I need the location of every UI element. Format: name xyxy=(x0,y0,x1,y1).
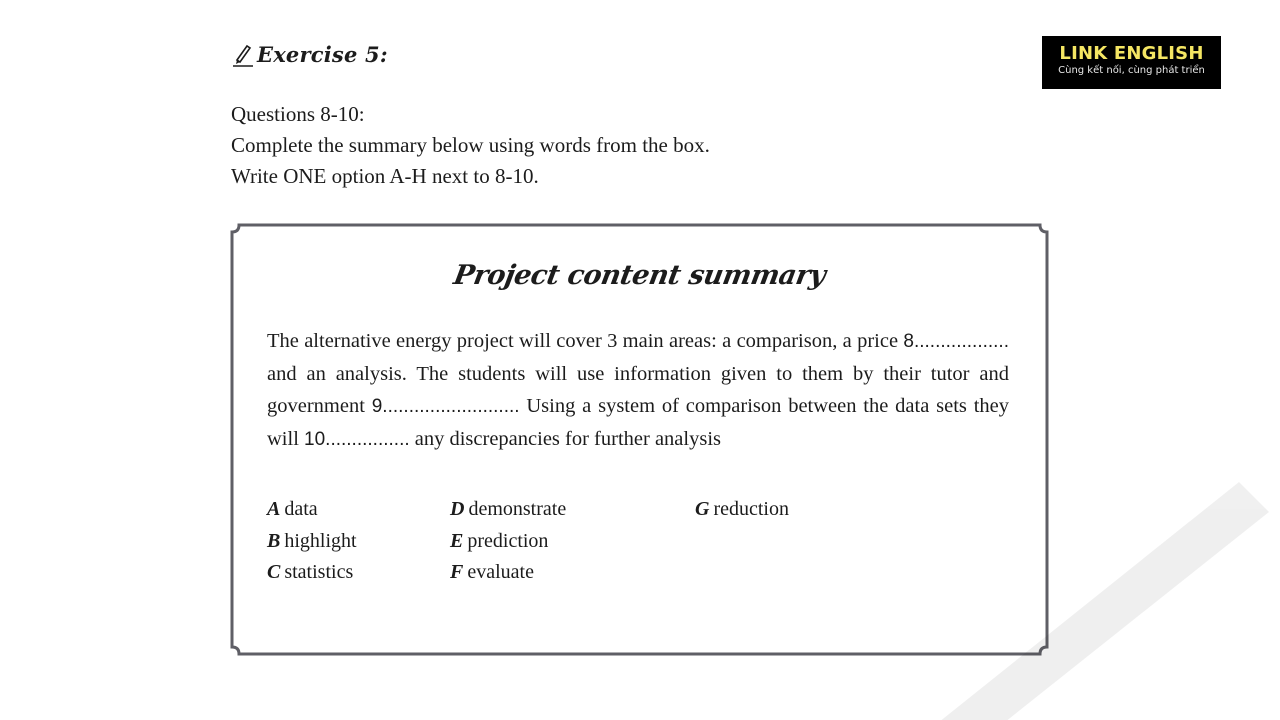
summary-title: Project content summary xyxy=(451,260,828,291)
option-item xyxy=(450,530,690,562)
exercise-heading xyxy=(231,40,388,68)
option-letter: C xyxy=(267,561,281,583)
option-item xyxy=(450,561,690,593)
option-item xyxy=(450,498,690,530)
option-column-3 xyxy=(695,498,935,530)
option-letter: D xyxy=(450,498,465,520)
option-word: prediction xyxy=(467,529,549,552)
summary-text-part3: Using a system of comparison between the data sets they will xyxy=(267,395,1009,450)
instruction-write: Write ONE option A-H next to 8-10. xyxy=(231,164,539,188)
logo-title: LINK ENGLISH xyxy=(1059,43,1204,64)
blank-10: 10................ xyxy=(304,429,410,450)
option-letter: A xyxy=(267,498,281,520)
option-word: data xyxy=(284,498,318,520)
option-word: evaluate xyxy=(467,561,534,583)
logo-tagline: Cùng kết nối, cùng phát triển xyxy=(1058,65,1205,76)
option-word: reduction xyxy=(713,498,789,520)
option-letter: G xyxy=(695,498,710,520)
summary-paragraph xyxy=(267,325,1009,456)
option-column-2 xyxy=(450,498,690,593)
option-item xyxy=(695,498,935,530)
instruction-questions: Questions 8-10: xyxy=(231,102,365,126)
option-letter: B xyxy=(267,529,281,552)
exercise-title: Exercise 5: xyxy=(257,41,388,67)
option-letter: E xyxy=(450,529,464,552)
link-english-logo xyxy=(1042,36,1221,89)
blank-9: 9.......................... xyxy=(371,396,520,417)
option-word: statistics xyxy=(284,561,354,583)
blank-8: 8.................. xyxy=(903,331,1009,352)
option-word: demonstrate xyxy=(468,498,567,520)
pencil-icon xyxy=(231,40,255,68)
instructions xyxy=(231,99,710,192)
option-letter: F xyxy=(450,561,464,583)
instruction-complete: Complete the summary below using words from the box. xyxy=(231,133,710,157)
summary-text-part1: The alternative energy project will cover 3 main areas: a comparison, a price xyxy=(267,330,904,352)
option-word: highlight xyxy=(284,529,357,552)
summary-box xyxy=(229,222,1050,657)
summary-text-part2: and an analysis. The students will use information given to them by their tutor and government xyxy=(267,363,1009,417)
summary-text-part4: any discrepancies for further analysis xyxy=(409,428,722,450)
